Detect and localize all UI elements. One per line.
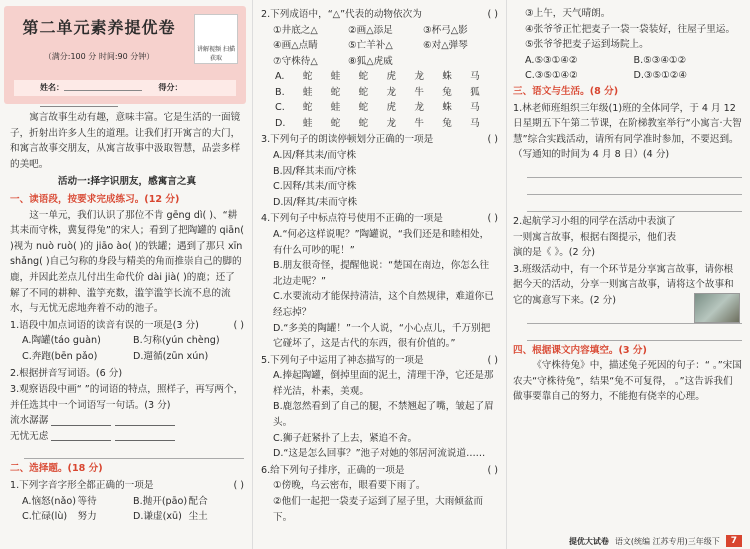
reading-passage: 这一单元，我们认识了那位不肯 gēng dì( )、“耕其耒而守株，冀复得兔”的宋人；看到了把陶罐的 qiān( )视为 nuò ruò( )的 jiāo ào( )的铁罐；遇到了那只 xīn shǎng( )自己匀称的身段与精美的角而推崇自己的脚的鹿，并因此差点儿付出生命代价 dài jià( )的鹿；还了解了不同的耕种、滥竽充数，滥竽滥竽长流不息的流水，与无忧无虑地奔着不动的池子。 [10,209,244,315]
question-1: 1.语段中加点词语的读音有误的一项是(3 分) ( ) [10,319,244,331]
column-middle: 2.下列成语中，“△”代表的动物依次为 ( ) ①井底之△ ②画△添足 ③杯弓△影 ④画△点睛 ⑤亡羊补△ ⑥对△弹琴 ⑦守株待△ ⑧狐△虎威 A. 蛇 蛙 蛇 虎 龙 蛛 马 B. 蛙 蛇 蛇 龙 牛 兔 狐 C. 蛇 蛙 蛇 虎 龙 蛛 马 D. 蛙 蛇 蛇 龙 牛 兔 马 3.下列句子的朗读停顿划分正确的一项是 ( ) A.因/释其耒/而守株 B.因/释其耒而/守株 C.因释/其耒/而守株 D.因/释其/耒而守株 4.下列句子中标点符号使用不正确的一项是 ( ) A.“何必这样说呢？”陶罐说，“我们还是和睦相处，有什么可吵的呢！” B.朋友很奇怪，提醒他说：“楚国在南边，你怎么往北边走呢？” C.水要流动才能保持清洁，这个自然规律，难道你已经忘掉？ D.“多美的陶罐！”一个人说，“小心点儿，千万别把它碰坏了，这是古代的东西，很有价值的。” 5.下列句子中运用了神态描写的一项是 ( ) A.捧起陶罐，倒掉里面的泥土，清理干净，它还是那样光洁，朴素，美观。 B.鹿忽然看到了自己的腿，不禁翘起了嘴，皱起了眉头。 C.狮子赶紧扑了上去，紧追不舍。 D.“这是怎么回事？”池子对她的邻居河流说道…… 6.给下列句子排序，正确的一项是 ( ) ①傍晚，乌云密布，眼看要下雨了。 ②他们一起把一袋麦子运到了屋子里，大雨倾盆而下。 [252,0,504,549]
intro-paragraph: 寓言故事生动有趣，意味丰富。它是生活的一面镜子，折射出许多人生的道理。让我们打开寓言的大门，和寓言故事交朋友，从寓言故事中汲取智慧，品尝多样的美吧。 [10,112,241,170]
option-row[interactable]: A. 蛇 蛙 蛇 虎 龙 蛛 马 [275,71,480,83]
option[interactable]: C.水要流动才能保持清洁，这个自然规律，难道你已经忘掉？ [273,291,494,318]
option[interactable]: A.恼怒(nǎo) [22,495,76,507]
option[interactable]: B.因/释其耒而/守株 [273,165,357,177]
option[interactable]: A.“何必这样说呢？”陶罐说，“我们还是和睦相处，有什么可吵的呢！” [273,228,490,256]
section-heading-4: 四、根据课文内容填空。(3 分) [513,344,647,356]
brand-label: 提优大试卷 [568,536,609,546]
question-4: 1.下列字音字形全都正确的一项是 ( ) [10,480,244,492]
option[interactable]: A.捧起陶罐，倒掉里面的泥土，清理干净，它还是那样光洁，朴素，美观。 [273,370,494,397]
section-heading-2: 二、选择题。(18 分) [10,463,103,475]
question-3: 3.观察语段中画“ ”的词语的特点，照样子，再写两个，并任选其中一个词语写一句话。(3 分) [10,384,244,411]
sentence-item: ④张爷爷正忙把麦子一袋一袋装好，往屋子里运。 [525,23,736,35]
score-label: 得分： [158,83,183,92]
sentence-item: ③上午，天气晴朗。 [525,8,611,19]
answer-line[interactable] [527,326,742,341]
answer-blank[interactable] [51,415,111,426]
edition-label: 语文(统编 江苏专用)三年级下 [614,536,720,546]
option[interactable]: B.匀称(yún chèng) [133,335,220,347]
section-heading-3: 三、语文与生活。(8 分) [513,85,619,97]
option[interactable]: A.陶罐(táo guàn) [22,335,101,347]
name-label: 姓名： [40,83,64,92]
question-6: 3.下列句子的朗读停顿划分正确的一项是 ( ) [261,134,498,146]
sentence-item: ②他们一起把一袋麦子运到了屋子里，大雨倾盆而下。 [273,496,484,523]
name-field[interactable] [64,80,142,91]
option[interactable]: D.因/释其/耒而守株 [273,196,358,208]
sentence-item: ⑤张爷爷把麦子运到场院上。 [525,39,649,51]
option[interactable]: C.因释/其耒/而守株 [273,181,357,193]
option[interactable]: B.抛开(pāo) [133,495,188,507]
answer-line[interactable] [527,180,742,195]
option[interactable]: B.鹿忽然看到了自己的腿，不禁翘起了嘴，皱起了眉头。 [273,401,494,429]
question-8: 5.下列句子中运用了神态描写的一项是 ( ) [261,354,498,366]
option[interactable]: B.⑤③④①② [633,54,687,66]
question-13: 《守株待兔》中，描述兔子死因的句子：“ 。”宋国农夫“守株待兔”，结果“兔不可复得， 。”这告诉我们做事要靠自己的努力，不能抱有侥幸的心理。 [513,360,742,403]
example-word: 流水潺潺 [10,415,49,427]
section-heading-1: 一、读语段，按要求完成练习。(12 分) [10,193,180,205]
exam-title: 第二单元素养提优卷 [22,18,176,37]
animal-options-grid [261,69,498,131]
option[interactable]: C.狮子赶紧扑了上去，紧追不舍。 [273,432,418,444]
example-word: 无忧无虑 [10,430,49,442]
option[interactable]: C.③⑤①④② [525,70,578,82]
option[interactable]: C.忙碌(lù) [22,511,68,523]
option[interactable]: C.奔跑(bēn pǎo) [22,350,98,362]
question-11: 2.起航学习小组的同学在活动中表演了一则寓言故事，根据右图提示，他们表演的是《 》。(2 分) [513,215,677,259]
answer-line[interactable] [527,163,742,178]
option[interactable]: B.朋友很奇怪，提醒他说：“楚国在南边，你怎么往北边走呢？” [273,260,490,287]
sentence-item: ①傍晚，乌云密布，眼看要下雨了。 [273,480,426,492]
column-left: 第二单元素养提优卷 （满分:100 分 时间:90 分钟） 讲解视频 扫描获取 姓名： 得分： 寓言故事生动有趣，意味丰富。它是生活的一面镜子，折射出许多人生的道理。让我们打开寓言的大门，和寓言故事交朋友，从寓言故事中汲取智慧，品尝多样的美吧。 活动一:择字识朋友，感寓言之真 一、读语段，按要求完成练习。(12 分) 这一单元，我们认识了那位不肯 gēng dì( )、“耕其耒而守株，冀复得兔”的宋人；看到了把陶罐的 qiān( )视为 nuò ruò( )的 jiāo ào( )的铁罐；遇到了那只 xīn shǎng( )自己匀称的身段与精美的角而推崇自己的脚的鹿，并因此差点儿付出生命代价 dài jià( )的鹿；还了解了不同的耕种、滥竽充数，滥竽滥竽长流不息的流水，与无忧无虑地奔着不动的池子。 1.语段中加点词语的读音有误的一项是(3 分) ( ) A.陶罐(táo guàn) B.匀称(yún chèng) C.奔跑(bēn pǎo) D.遛循(zūn xún) 2.根据拼音写词语。(6 分) 3.观察语段中画“ ”的词语的特点，照样子，再写两个，并任选其中一个词语写一句话。(3 分) 流水潺潺 无忧无虑 二、选择题。(18 分) 1.下列字音字形全都正确的一项是 ( ) A.恼怒(nǎo) 等待 B.抛开(pāo) 配合 C.忙碌(lù) 努力 D.谦虚(xū) 尘土 [0,0,250,549]
answer-blank[interactable] [115,415,175,426]
name-score-line [14,80,236,96]
answer-blank[interactable] [51,430,111,441]
exam-header [4,6,246,104]
question-5: 2.下列成语中，“△”代表的动物依次为 ( ) [261,9,498,20]
option[interactable]: D.谦虚(xū) [133,511,182,523]
option[interactable]: D.③⑤①②④ [633,70,687,82]
page-number: 7 [726,535,742,547]
option-row[interactable]: C. 蛇 蛙 蛇 虎 龙 蛛 马 [275,102,480,114]
option[interactable]: D.“多美的陶罐！”一个人说，“小心点儿，千万别把它碰坏了，这是古代的东西，很有价值的。” [273,322,491,350]
story-illustration [694,293,740,323]
question-12: 3.班级活动中，有一个环节是分享寓言故事，请你根据今天的活动，分享一则寓言故事，请将这个故事和它的寓意写下来。(2 分) [513,263,734,306]
option-row[interactable]: D. 蛙 蛇 蛇 龙 牛 兔 马 [275,117,480,129]
question-9: 6.给下列句子排序，正确的一项是 ( ) [261,464,498,476]
qr-label: 讲解视频 扫描获取 [197,46,235,62]
option-row[interactable]: B. 蛙 蛇 蛇 龙 牛 兔 狐 [275,86,480,98]
answer-line[interactable] [24,444,244,459]
answer-blank[interactable] [115,430,175,441]
qr-code-icon[interactable] [194,14,238,64]
option[interactable]: A.因/释其耒/而守株 [273,149,357,161]
column-right [506,0,750,549]
answer-line[interactable] [527,197,742,212]
option[interactable]: D.“这是怎么回事？”池子对她的邻居河流说道…… [273,448,486,460]
question-7: 4.下列句子中标点符号使用不正确的一项是 ( ) [261,213,498,225]
question-10: 1.林老师班组织三年级(1)班的全体同学，于 4 月 12 日星期五下午第二节课，在阶梯教室举行“小寓言·大智慧”综合实践活动，请所有同学准时参加，不要迟到。（写通知的时间为 4 月 8 日）(4 分) [513,102,742,161]
page-footer [569,535,742,547]
option[interactable]: A.⑤③①④② [525,54,578,66]
question-2: 2.根据拼音写词语。(6 分) [10,367,123,379]
option[interactable]: D.遛循(zūn xún) [133,350,209,362]
score-field[interactable] [40,96,118,107]
activity-heading: 活动一:择字识朋友，感寓言之真 [57,176,197,188]
exam-subtitle: （满分:100 分 时间:90 分钟） [43,52,155,61]
